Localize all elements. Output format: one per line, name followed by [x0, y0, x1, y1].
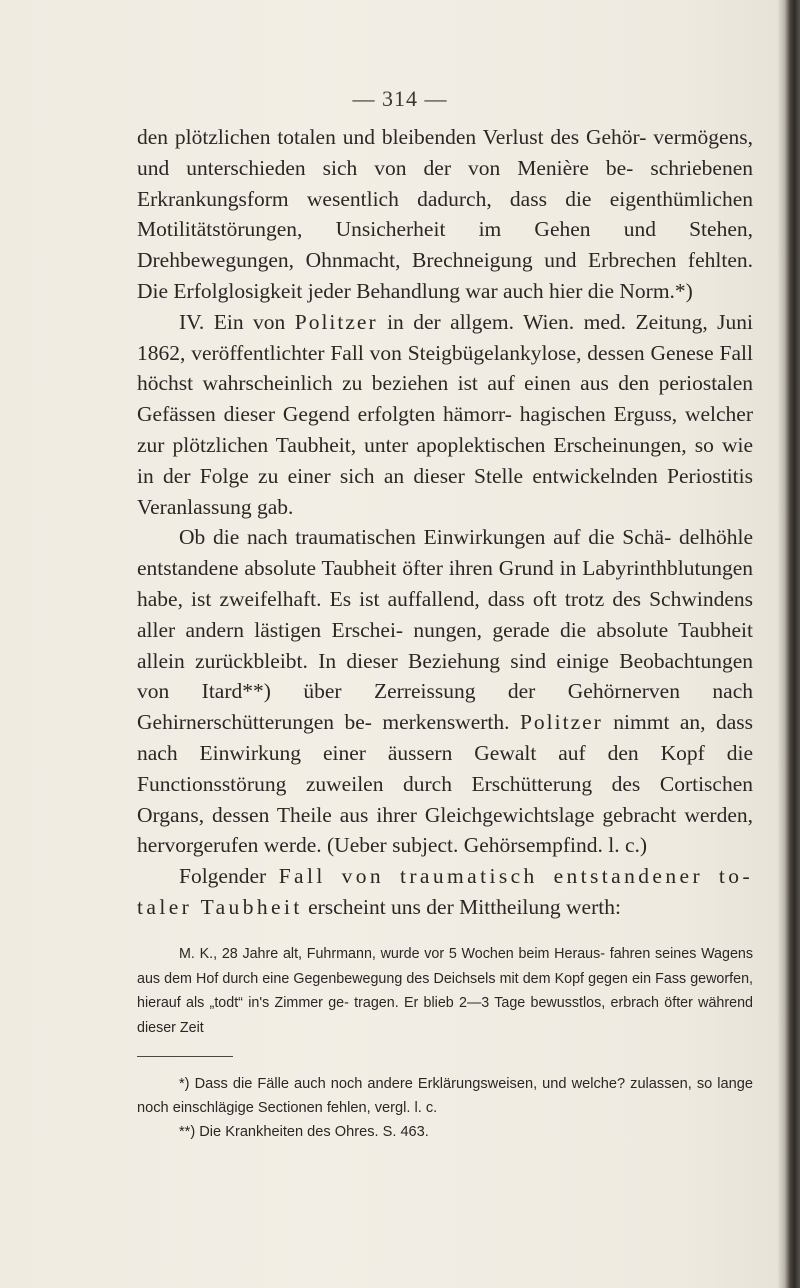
paragraph-2-lead: IV. Ein von: [179, 309, 286, 334]
page-edge-shadow: [778, 0, 800, 1288]
paragraph-4-lead: Folgender: [179, 864, 267, 889]
footnotes: [137, 1072, 753, 1144]
paragraph-4: [137, 861, 753, 923]
paragraph-3: [137, 522, 753, 861]
case-report: M. K., 28 Jahre alt, Fuhrmann, wurde vor 5 Wochen beim Heraus- fahren seines Wagens aus dem Hof durch eine Gegenbewegung des Deichsels mit dem Kopf gegen ein Fass geworfen, hierauf als „todt“ in's Zimmer ge- tragen. Er blieb 2—3 Tage bewusstlos, erbrach öfter während dieser Zeit: [137, 946, 753, 1036]
author-name-politzer: Politzer: [294, 309, 378, 334]
paragraph-2: [137, 307, 753, 523]
paragraph-2-rest: in der allgem. Wien. med. Zeitung, Juni 1862, veröffentlichter Fall von Steigbügelankylose, dessen Genese Fall höchst wahrscheinlich zu beziehen ist auf einen aus den periostalen Gefässen dieser Gegend erfolgten hämorr- hagischen Erguss, welcher zur plötzlichen Taubheit, unter apoplektischen Erscheinungen, so wie in der Folge zu einer sich an dieser Stelle entwickelnden Periostitis Veranlassung gab.: [137, 309, 753, 519]
author-name-politzer-2: Politzer: [519, 710, 603, 735]
paragraph-3-part2: nimmt an, dass nach Einwirkung einer äussern Gewalt auf den Kopf die Functionsstörung zuweilen durch Erschütterung des Cortischen Organs, dessen Theile aus ihrer Gleichgewichtslage gebracht werden, hervorgerufen werde. (Ueber subject. Gehörsempfind. l. c.): [137, 710, 754, 858]
paragraph-3-part1: Ob die nach traumatischen Einwirkungen auf die Schä- delhöhle entstandene absolute Taubheit öfter ihren Grund in Labyrinthblutungen habe, ist zweifelhaft. Es ist auffallend, dass oft trotz des Schwindens aller andern lästigen Erschei- nungen, gerade die absolute Taubheit allein zurückbleibt. In dieser Beziehung sind einige Beobachtungen von Itard**) über Zerreissung der Gehörnerven nach Gehirnerschütterungen be- merkenswerth.: [137, 525, 753, 735]
paragraph-4-rest: erscheint uns der Mittheilung werth:: [308, 894, 621, 919]
page-number: — 314 —: [352, 86, 448, 111]
main-text: [137, 122, 753, 923]
footnote-2: **) Die Krankheiten des Ohres. S. 463.: [179, 1124, 429, 1140]
footnote-1: *) Dass die Fälle auch noch andere Erklärungsweisen, und welche? zulassen, so lange noch einschlägige Sectionen fehlen, vergl. l. c.: [137, 1076, 753, 1116]
case-heading-spaced: Fall von traumatisch entstandener to- taler Taubheit: [137, 864, 753, 919]
footnote-divider: [137, 1056, 233, 1057]
paragraph-1: den plötzlichen totalen und bleibenden Verlust des Gehör- vermögens, und unterschieden sich von der von Menière be- schriebenen Erkrankungsform wesentlich dadurch, dass die eigenthümlichen Motilitätstörungen, Unsicherheit im Gehen und Stehen, Drehbewegungen, Ohnmacht, Brechneigung und Erbrechen fehlten. Die Erfolglosigkeit jeder Behandlung war auch hier die Norm.*): [137, 125, 753, 303]
